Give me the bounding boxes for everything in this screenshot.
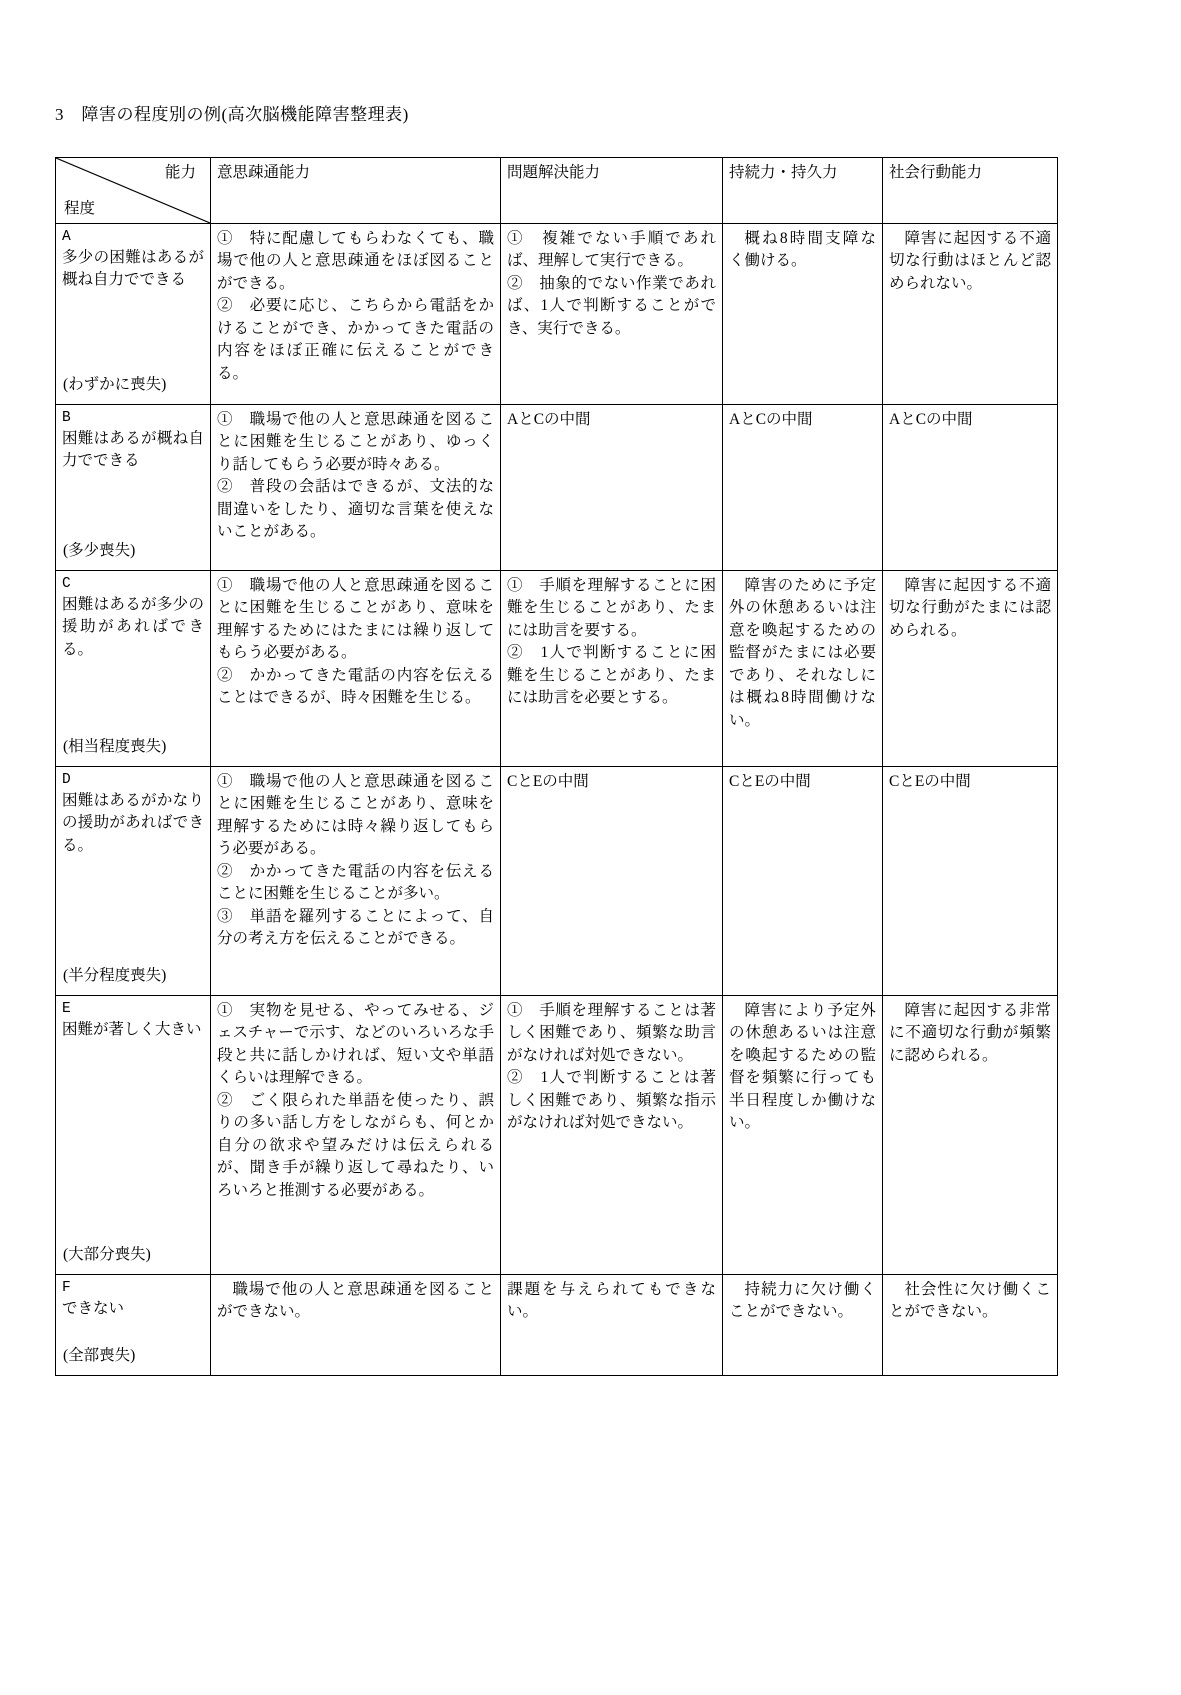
- level-loss-note: (半分程度喪失): [63, 966, 167, 984]
- cell-paragraph: 職場で他の人と意思疎通を図ることができない。: [217, 1281, 494, 1321]
- level-letter: D: [62, 772, 71, 788]
- cell-paragraph: ① 手順を理解することは著しく困難であり、頻繁な助言がなければ対処できない。: [507, 1002, 716, 1064]
- cell-endurance: [723, 767, 883, 996]
- table-row: [56, 1275, 1058, 1376]
- cell-paragraph: ② かかってきた電話の内容を伝えることはできるが、時々困難を生じる。: [217, 666, 494, 707]
- level-loss-note: (全部喪失): [63, 1346, 136, 1364]
- cell-social-behavior: [883, 571, 1058, 767]
- cell-problem-solving: [501, 571, 723, 767]
- table-row: [56, 767, 1058, 996]
- cell-paragraph: ① 職場で他の人と意思疎通を図ることに困難を生じることがあり、ゆっくり話してもらう必要が時々ある。: [217, 411, 494, 473]
- cell-problem-solving: [501, 224, 723, 405]
- column-header-problem-solving: 問題解決能力: [501, 158, 723, 224]
- cell-communication: [211, 224, 501, 405]
- level-loss-note: (大部分喪失): [63, 1245, 151, 1263]
- cell-social-behavior: [883, 224, 1058, 405]
- midpoint-note: AとCの中間: [889, 411, 973, 428]
- cell-social-behavior: [883, 996, 1058, 1275]
- cell-paragraph: 障害のために予定外の休憩あるいは注意を喚起するための監督がたまには必要であり、それなしには概ね8時間働けない。: [729, 577, 876, 729]
- cell-problem-solving: [501, 767, 723, 996]
- cell-paragraph: ② ごく限られた単語を使ったり、誤りの多い話し方をしながらも、何とか自分の欲求や望みだけは伝えられるが、聞き手が繰り返して尋ねたり、いろいろと推測する必要がある。: [217, 1091, 494, 1199]
- cell-paragraph: 課題を与えられてもできない。: [507, 1281, 716, 1321]
- column-header-endurance: 持続力・持久力: [723, 158, 883, 224]
- cell-paragraph: ② 普段の会話はできるが、文法的な間違いをしたり、適切な言葉を使えないことがある。: [217, 478, 494, 541]
- level-letter: A: [62, 229, 71, 245]
- level-letter: C: [62, 576, 71, 592]
- cell-communication: [211, 1275, 501, 1376]
- midpoint-note: CとEの中間: [507, 773, 589, 790]
- midpoint-note: CとEの中間: [729, 773, 811, 790]
- cell-social-behavior: [883, 767, 1058, 996]
- midpoint-note: CとEの中間: [889, 773, 971, 790]
- cell-paragraph: 障害に起因する不適切な行動はほとんど認められない。: [889, 230, 1051, 292]
- cell-paragraph: ① 実物を見せる、やってみせる、ジェスチャーで示す、などのいろいろな手段と共に話しかければ、短い文や単語くらいは理解できる。: [217, 1002, 494, 1087]
- corner-degree-label: 程度: [64, 199, 96, 217]
- cell-communication: [211, 405, 501, 571]
- corner-ability-label: 能力: [164, 164, 196, 181]
- table-row: [56, 996, 1058, 1275]
- midpoint-note: AとCの中間: [507, 411, 591, 428]
- cell-paragraph: ② 1人で判断することに困難を生じることがあり、たまには助言を必要とする。: [507, 644, 716, 707]
- cell-paragraph: ② 抽象的でない作業であれば、1人で判断することができ、実行できる。: [507, 274, 716, 337]
- cell-level-f: [56, 1275, 211, 1376]
- level-description: できない: [62, 1299, 125, 1317]
- cell-paragraph: ③ 単語を羅列することによって、自分の考え方を伝えることができる。: [217, 907, 494, 948]
- page-title: 3 障害の程度別の例(高次脳機能障害整理表): [55, 105, 409, 124]
- level-letter: B: [62, 410, 71, 426]
- level-description: 多少の困難はあるが概ね自力でできる: [62, 248, 204, 289]
- cell-communication: [211, 571, 501, 767]
- cell-paragraph: 持続力に欠け働くことができない。: [729, 1281, 876, 1321]
- cell-paragraph: ② かかってきた電話の内容を伝えることに困難を生じることが多い。: [217, 862, 494, 903]
- cell-paragraph: ① 複雑でない手順であれば、理解して実行できる。: [507, 230, 716, 270]
- cell-endurance: [723, 996, 883, 1275]
- level-description: 困難はあるが概ね自力でできる: [62, 429, 204, 470]
- cell-paragraph: 障害により予定外の休憩あるいは注意を喚起するための監督を頻繁に行っても半日程度しか働けない。: [729, 1002, 876, 1132]
- level-loss-note: (相当程度喪失): [63, 737, 167, 755]
- cell-paragraph: 障害に起因する非常に不適切な行動が頻繁に認められる。: [889, 1002, 1051, 1064]
- cell-level-b: [56, 405, 211, 571]
- level-description: 困難はあるが多少の援助があればできる。: [62, 595, 204, 658]
- level-description: 困難はあるがかなりの援助があればできる。: [62, 791, 204, 854]
- level-letter: E: [62, 1001, 71, 1017]
- cell-level-e: [56, 996, 211, 1275]
- cell-paragraph: ② 必要に応じ、こちらから電話をかけることができ、かかってきた電話の内容をほぼ正確に伝えることができる。: [217, 297, 494, 382]
- cell-problem-solving: [501, 996, 723, 1275]
- cell-communication: [211, 767, 501, 996]
- cell-communication: [211, 996, 501, 1275]
- midpoint-note: AとCの中間: [729, 411, 813, 428]
- cell-endurance: [723, 405, 883, 571]
- cell-paragraph: ① 手順を理解することに困難を生じることがあり、たまには助言を要する。: [507, 577, 716, 639]
- cell-problem-solving: [501, 405, 723, 571]
- cell-social-behavior: [883, 405, 1058, 571]
- cell-level-a: [56, 224, 211, 405]
- column-header-communication: 意思疎通能力: [211, 158, 501, 224]
- cell-paragraph: ① 職場で他の人と意思疎通を図ることに困難を生じることがあり、意味を理解するためにはたまには繰り返してもらう必要がある。: [217, 577, 494, 662]
- cell-endurance: [723, 224, 883, 405]
- cell-endurance: [723, 571, 883, 767]
- disability-level-matrix-table: [55, 157, 1058, 1376]
- level-letter: F: [62, 1280, 71, 1296]
- level-loss-note: (多少喪失): [63, 541, 136, 559]
- cell-level-c: [56, 571, 211, 767]
- cell-social-behavior: [883, 1275, 1058, 1376]
- cell-paragraph: ② 1人で判断することは著しく困難であり、頻繁な指示がなければ対処できない。: [507, 1069, 716, 1132]
- cell-problem-solving: [501, 1275, 723, 1376]
- cell-endurance: [723, 1275, 883, 1376]
- column-header-social-behavior: 社会行動能力: [883, 158, 1058, 224]
- level-loss-note: (わずかに喪失): [63, 375, 167, 393]
- corner-header-cell: [56, 158, 211, 224]
- cell-paragraph: ① 職場で他の人と意思疎通を図ることに困難を生じることがあり、意味を理解するためには時々繰り返してもらう必要がある。: [217, 773, 494, 858]
- cell-level-d: [56, 767, 211, 996]
- cell-paragraph: 社会性に欠け働くことができない。: [889, 1281, 1051, 1321]
- table-row: [56, 571, 1058, 767]
- cell-paragraph: 障害に起因する不適切な行動がたまには認められる。: [889, 577, 1051, 639]
- table-row: [56, 224, 1058, 405]
- level-description: 困難が著しく大きい: [62, 1020, 202, 1038]
- table-body: [56, 224, 1058, 1376]
- table-header-row: [56, 158, 1058, 224]
- cell-paragraph: 概ね8時間支障なく働ける。: [729, 230, 876, 270]
- cell-paragraph: ① 特に配慮してもらわなくても、職場で他の人と意思疎通をほぼ図ることができる。: [217, 230, 494, 292]
- table-row: [56, 405, 1058, 571]
